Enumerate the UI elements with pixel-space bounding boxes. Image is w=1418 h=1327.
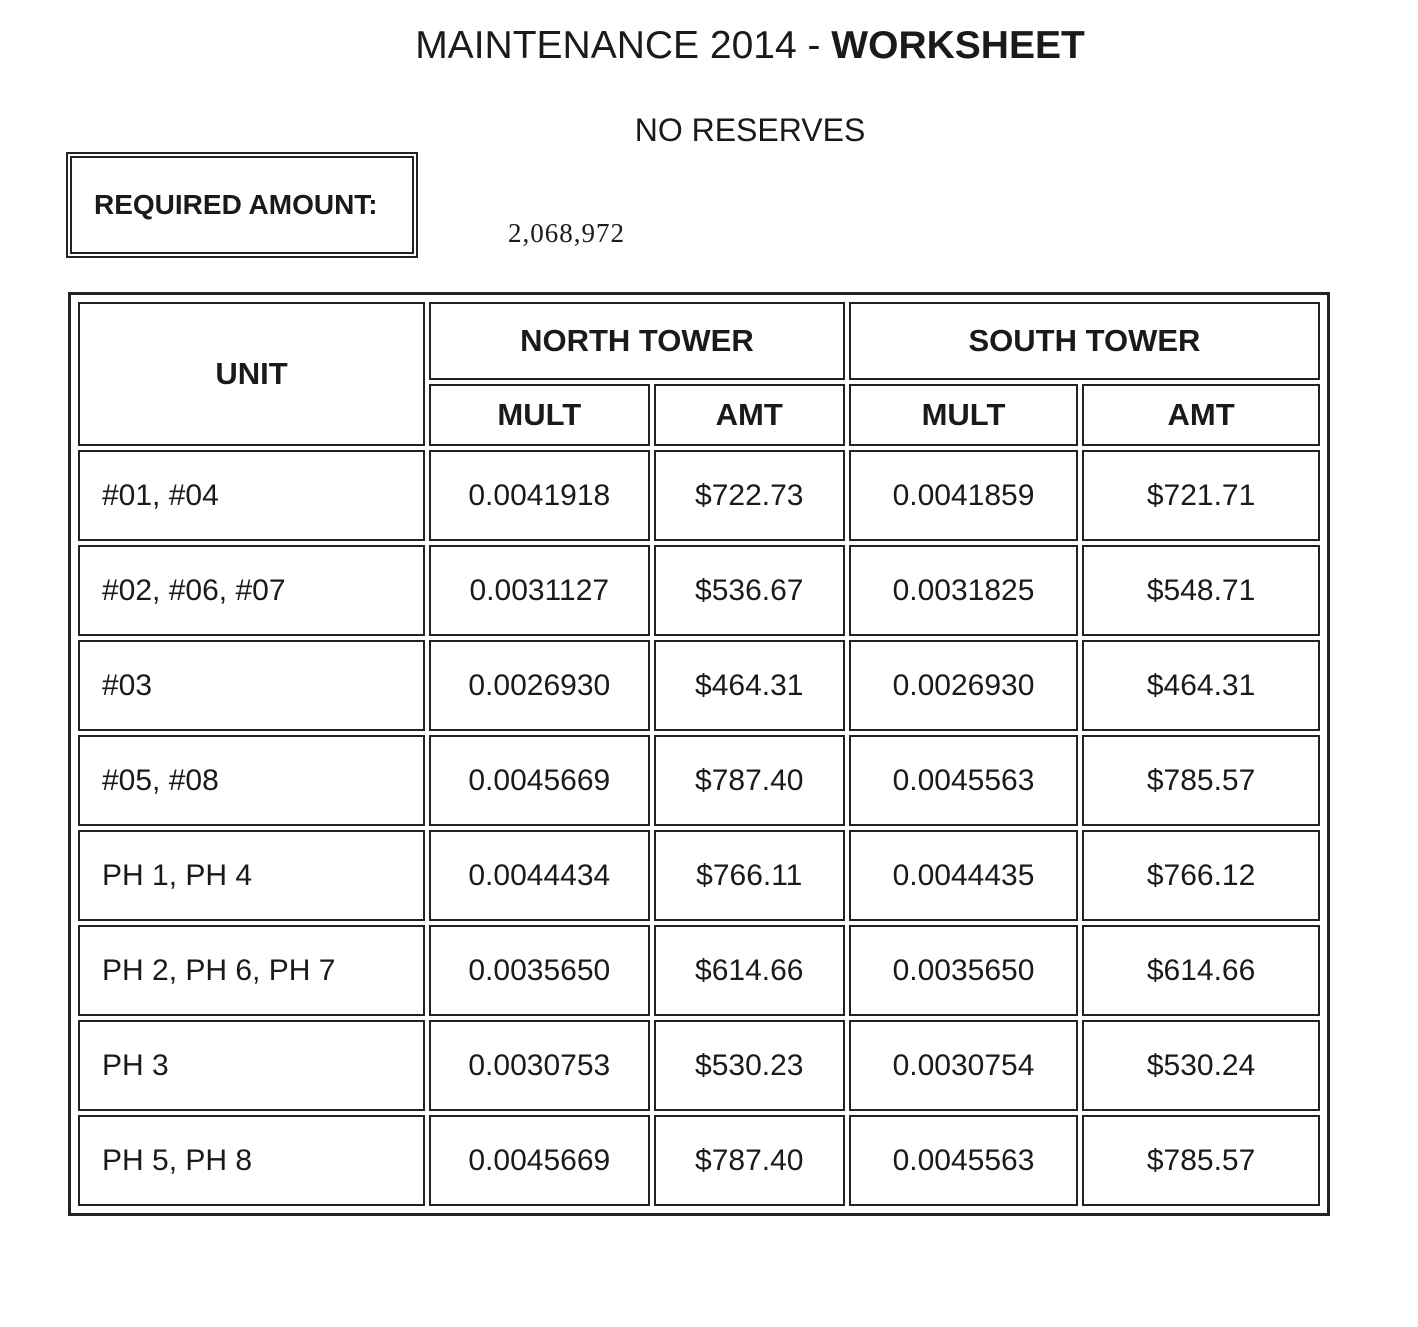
title-regular: MAINTENANCE 2014 - xyxy=(415,24,832,67)
unit-cell: PH 5, PH 8 xyxy=(78,1115,425,1206)
unit-cell: #02, #06, #07 xyxy=(78,545,425,636)
unit-cell: PH 1, PH 4 xyxy=(78,830,425,921)
south-amt-cell: $464.31 xyxy=(1082,640,1320,731)
unit-cell: PH 3 xyxy=(78,1020,425,1111)
south-tower-header: SOUTH TOWER xyxy=(849,302,1320,380)
south-mult-cell: 0.0031825 xyxy=(849,545,1078,636)
page-title xyxy=(0,24,1418,68)
unit-cell: #03 xyxy=(78,640,425,731)
unit-cell: #05, #08 xyxy=(78,735,425,826)
table-row xyxy=(78,545,1320,636)
south-mult-header: MULT xyxy=(849,384,1078,446)
required-amount-label: REQUIRED AMOUNT: xyxy=(94,189,378,220)
south-mult-cell: 0.0041859 xyxy=(849,450,1078,541)
table-row xyxy=(78,830,1320,921)
south-mult-cell: 0.0044435 xyxy=(849,830,1078,921)
south-amt-cell: $785.57 xyxy=(1082,735,1320,826)
north-mult-cell: 0.0041918 xyxy=(429,450,650,541)
south-amt-cell: $530.24 xyxy=(1082,1020,1320,1111)
table-row xyxy=(78,925,1320,1016)
south-amt-cell: $614.66 xyxy=(1082,925,1320,1016)
south-mult-cell: 0.0026930 xyxy=(849,640,1078,731)
north-amt-cell: $464.31 xyxy=(654,640,845,731)
maintenance-table xyxy=(74,298,1324,1210)
north-mult-cell: 0.0045669 xyxy=(429,1115,650,1206)
south-mult-cell: 0.0045563 xyxy=(849,735,1078,826)
north-tower-header: NORTH TOWER xyxy=(429,302,845,380)
north-mult-cell: 0.0031127 xyxy=(429,545,650,636)
required-amount-value: 2,068,972 xyxy=(508,218,625,248)
unit-cell: PH 2, PH 6, PH 7 xyxy=(78,925,425,1016)
north-amt-cell: $722.73 xyxy=(654,450,845,541)
table-row xyxy=(78,450,1320,541)
north-amt-cell: $766.11 xyxy=(654,830,845,921)
south-amt-cell: $548.71 xyxy=(1082,545,1320,636)
north-mult-cell: 0.0045669 xyxy=(429,735,650,826)
table-row xyxy=(78,1020,1320,1111)
north-amt-cell: $787.40 xyxy=(654,735,845,826)
north-mult-cell: 0.0030753 xyxy=(429,1020,650,1111)
south-mult-cell: 0.0030754 xyxy=(849,1020,1078,1111)
north-amt-header: AMT xyxy=(654,384,845,446)
north-amt-cell: $787.40 xyxy=(654,1115,845,1206)
south-amt-cell: $721.71 xyxy=(1082,450,1320,541)
maintenance-table-frame xyxy=(68,292,1330,1216)
table-row xyxy=(78,1115,1320,1206)
table-row xyxy=(78,640,1320,731)
north-amt-cell: $614.66 xyxy=(654,925,845,1016)
north-amt-cell: $536.67 xyxy=(654,545,845,636)
south-amt-cell: $766.12 xyxy=(1082,830,1320,921)
north-mult-cell: 0.0044434 xyxy=(429,830,650,921)
unit-cell: #01, #04 xyxy=(78,450,425,541)
south-amt-cell: $785.57 xyxy=(1082,1115,1320,1206)
table-row xyxy=(78,735,1320,826)
south-mult-cell: 0.0045563 xyxy=(849,1115,1078,1206)
unit-header: UNIT xyxy=(78,302,425,446)
north-mult-cell: 0.0026930 xyxy=(429,640,650,731)
north-mult-header: MULT xyxy=(429,384,650,446)
required-amount-box xyxy=(66,152,418,258)
south-mult-cell: 0.0035650 xyxy=(849,925,1078,1016)
south-amt-header: AMT xyxy=(1082,384,1320,446)
north-amt-cell: $530.23 xyxy=(654,1020,845,1111)
title-bold: WORKSHEET xyxy=(831,24,1085,67)
page-subtitle: NO RESERVES xyxy=(634,112,866,148)
north-mult-cell: 0.0035650 xyxy=(429,925,650,1016)
